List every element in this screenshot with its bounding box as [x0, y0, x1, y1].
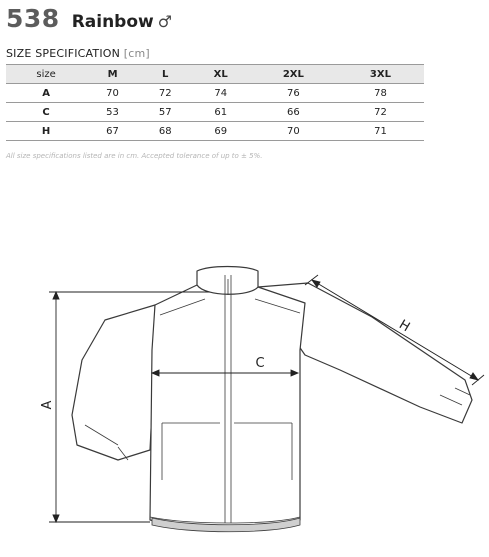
- model-number: 538: [6, 4, 60, 33]
- tolerance-note: All size specifications listed are in cm. Accepted tolerance of up to ± 5%.: [6, 152, 263, 160]
- table-cell: 61: [192, 103, 250, 122]
- male-symbol-icon: ♂: [157, 12, 173, 31]
- column-header-3xl: 3XL: [337, 65, 424, 84]
- table-cell: 72: [139, 84, 192, 103]
- jacket-measurement-diagram: [0, 255, 489, 555]
- table-cell: 67: [86, 122, 139, 141]
- table-row-c: [6, 103, 424, 122]
- column-header-size: size: [6, 65, 86, 84]
- dimension-h-label: H: [396, 317, 413, 336]
- size-spec-title: [6, 47, 150, 60]
- table-cell: 70: [250, 122, 337, 141]
- size-table-header-row: [6, 65, 424, 84]
- row-label: C: [6, 103, 86, 122]
- table-cell: 72: [337, 103, 424, 122]
- row-label: H: [6, 122, 86, 141]
- table-cell: 69: [192, 122, 250, 141]
- table-cell: 57: [139, 103, 192, 122]
- table-row-a: [6, 84, 424, 103]
- product-header: [6, 4, 172, 36]
- column-header-l: L: [139, 65, 192, 84]
- table-cell: 71: [337, 122, 424, 141]
- size-spec-title-text: SIZE SPECIFICATION: [6, 47, 121, 60]
- table-cell: 76: [250, 84, 337, 103]
- table-cell: 53: [86, 103, 139, 122]
- table-cell: 68: [139, 122, 192, 141]
- table-cell: 74: [192, 84, 250, 103]
- column-header-xl: XL: [192, 65, 250, 84]
- column-header-m: M: [86, 65, 139, 84]
- dimension-c-label: C: [255, 356, 265, 371]
- product-name: Rainbow: [71, 12, 154, 32]
- jacket-illustration: [72, 267, 472, 527]
- row-label: A: [6, 84, 86, 103]
- table-cell: 78: [337, 84, 424, 103]
- size-spec-unit: [cm]: [123, 47, 150, 60]
- table-cell: 66: [250, 103, 337, 122]
- size-table: [6, 64, 424, 141]
- dimension-a-label: A: [40, 400, 55, 410]
- table-row-h: [6, 122, 424, 141]
- column-header-2xl: 2XL: [250, 65, 337, 84]
- table-cell: 70: [86, 84, 139, 103]
